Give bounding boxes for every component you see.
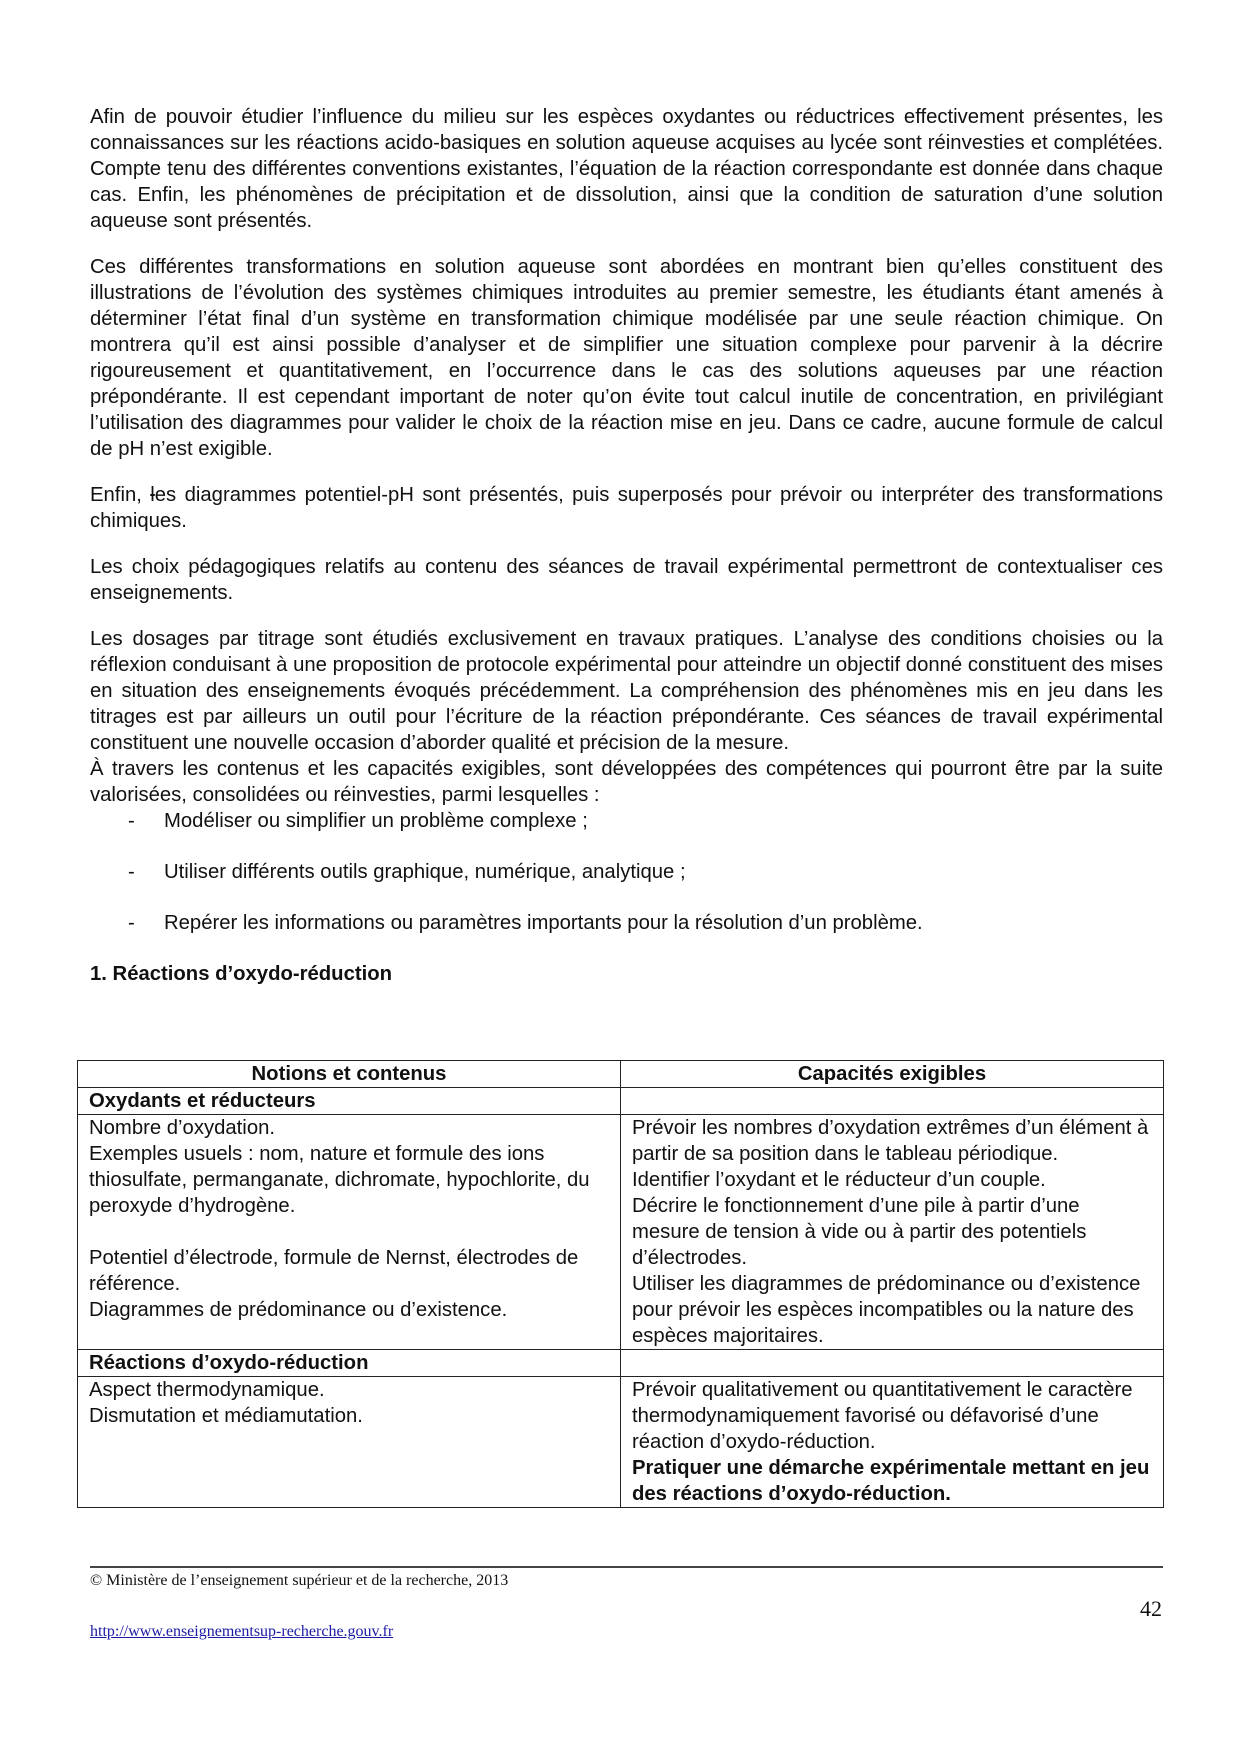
header-capacites: Capacités exigibles (621, 1061, 1164, 1088)
paragraph-intro: Afin de pouvoir étudier l’influence du milieu sur les espèces oxydantes ou réductrices effectivement présentes, les connaissances sur les réactions acido-basiques en solution aqueuse acquises au lycée sont réinvesties et complétées. Compte tenu des différentes conventions existantes, l’équation de la réaction correspondante est donnée dans chaque cas. Enfin, les phénomènes de précipitation et de dissolution, ainsi que la condition de saturation d’une solution aqueuse sont présentés. (90, 106, 1163, 232)
notions-cell: Aspect thermodynamique. Dismutation et médiamutation. (78, 1377, 621, 1508)
list-item: - Utiliser différents outils graphique, numérique, analytique ; (128, 861, 686, 883)
paragraph-competences: À travers les contenus et les capacités exigibles, sont développées des compétences qui pourront être par la suite valorisées, consolidées ou réinvesties, parmi lesquelles : (90, 758, 1163, 806)
table-header-row (78, 1061, 1164, 1088)
section-heading-oxydants: Oxydants et réducteurs (78, 1088, 621, 1115)
bullet-dash: - (128, 810, 135, 832)
paragraph-diagrams: Enfin, les diagrammes potentiel-pH sont présentés, puis superposés pour prévoir ou interpréter des transformations chimiques. (90, 484, 1164, 532)
paragraph-transformations: Ces différentes transformations en solution aqueuse sont abordées en montrant bien qu’elles constituent des illustrations de l’évolution des systèmes chimiques introduites au premier semestre, les étudiants étant amenés à déterminer l’état final d’un système en transformation chimique modélisée par une seule réaction chimique. On montrera qu’il est ainsi possible d’analyser et de simplifier une situation complexe pour parvenir à la décrire rigoureusement et quantitativement, en l’occurrence dans le cas des solutions aqueuses par une réaction prépondérante. Il est cependant important de noter qu’on évite tout calcul inutile de concentration, en privilégiant l’utilisation des diagrammes pour valider le choix de la réaction mise en jeu. Dans ce cadre, aucune formule de calcul de pH n’est exigible. (90, 256, 1163, 460)
capacites-table (77, 1060, 1164, 1508)
header-notions: Notions et contenus (78, 1061, 621, 1088)
capacites-cell: Prévoir qualitativement ou quantitativement le caractère thermodynamiquement favorisé ou défavorisé d’une réaction d’oxydo-réduction. Pratiquer une démarche expérimentale mettant en jeu des réactions d’oxydo-réduction. (621, 1377, 1164, 1508)
paragraph-titrages: Les dosages par titrage sont étudiés exclusivement en travaux pratiques. L’analyse des conditions choisies ou la réflexion conduisant à une proposition de protocole expérimental pour atteindre un objectif donné constituent des mises en situation des enseignements évoqués précédemment. La compréhension des phénomènes mis en jeu dans les titrages est par ailleurs un outil pour l’écriture de la réaction prépondérante. Ces séances de travail expérimental constituent une nouvelle occasion d’aborder qualité et précision de la mesure. (90, 628, 1163, 754)
list-item: - Modéliser ou simplifier un problème complexe ; (128, 810, 588, 832)
table-row (78, 1377, 1164, 1508)
bullet-dash: - (128, 861, 135, 883)
competences-list (90, 808, 1163, 936)
table-row (78, 1088, 1164, 1115)
capacites-cell: Prévoir les nombres d’oxydation extrêmes d’un élément à partir de sa position dans le tableau périodique. Identifier l’oxydant et le réducteur d’un couple. Décrire le fonctionnement d’une pile à partir d’une mesure de tension à vide ou à partir des potentiels d’électrodes. Utiliser les diagrammes de prédominance ou d’existence pour prévoir les espèces incompatibles ou la nature des espèces majoritaires. (621, 1115, 1164, 1350)
section-heading-reactions: Réactions d’oxydo-réduction (78, 1350, 621, 1377)
footer-divider (90, 1566, 1163, 1568)
empty-cell (621, 1088, 1164, 1115)
footer-link[interactable]: http://www.enseignementsup-recherche.gouv.fr (90, 1623, 394, 1640)
copyright-notice: © Ministère de l’enseignement supérieur et de la recherche, 2013 (90, 1572, 509, 1589)
bullet-dash: - (128, 912, 135, 934)
list-item: - Repérer les informations ou paramètres importants pour la résolution d’un problème. (128, 912, 923, 934)
bold-capacite: Pratiquer une démarche expérimentale mettant en jeu des réactions d’oxydo-réduction. (632, 1457, 1150, 1505)
empty-cell (621, 1350, 1164, 1377)
paragraph-pedagogy: Les choix pédagogiques relatifs au contenu des séances de travail expérimental permettront de contextualiser ces enseignements. (90, 556, 1163, 604)
notions-cell: Nombre d’oxydation. Exemples usuels : nom, nature et formule des ions thiosulfate, permanganate, dichromate, hypochlorite, du peroxyde d’hydrogène. Potentiel d’électrode, formule de Nernst, électrodes de référence. Diagrammes de prédominance ou d’existence. (78, 1115, 621, 1350)
section-title: 1. Réactions d’oxydo-réduction (90, 963, 393, 985)
table-row (78, 1350, 1164, 1377)
page-number: 42 (1140, 1596, 1162, 1621)
struck-letter: l (150, 484, 155, 506)
body-text (90, 104, 1163, 1011)
table-row (78, 1115, 1164, 1350)
